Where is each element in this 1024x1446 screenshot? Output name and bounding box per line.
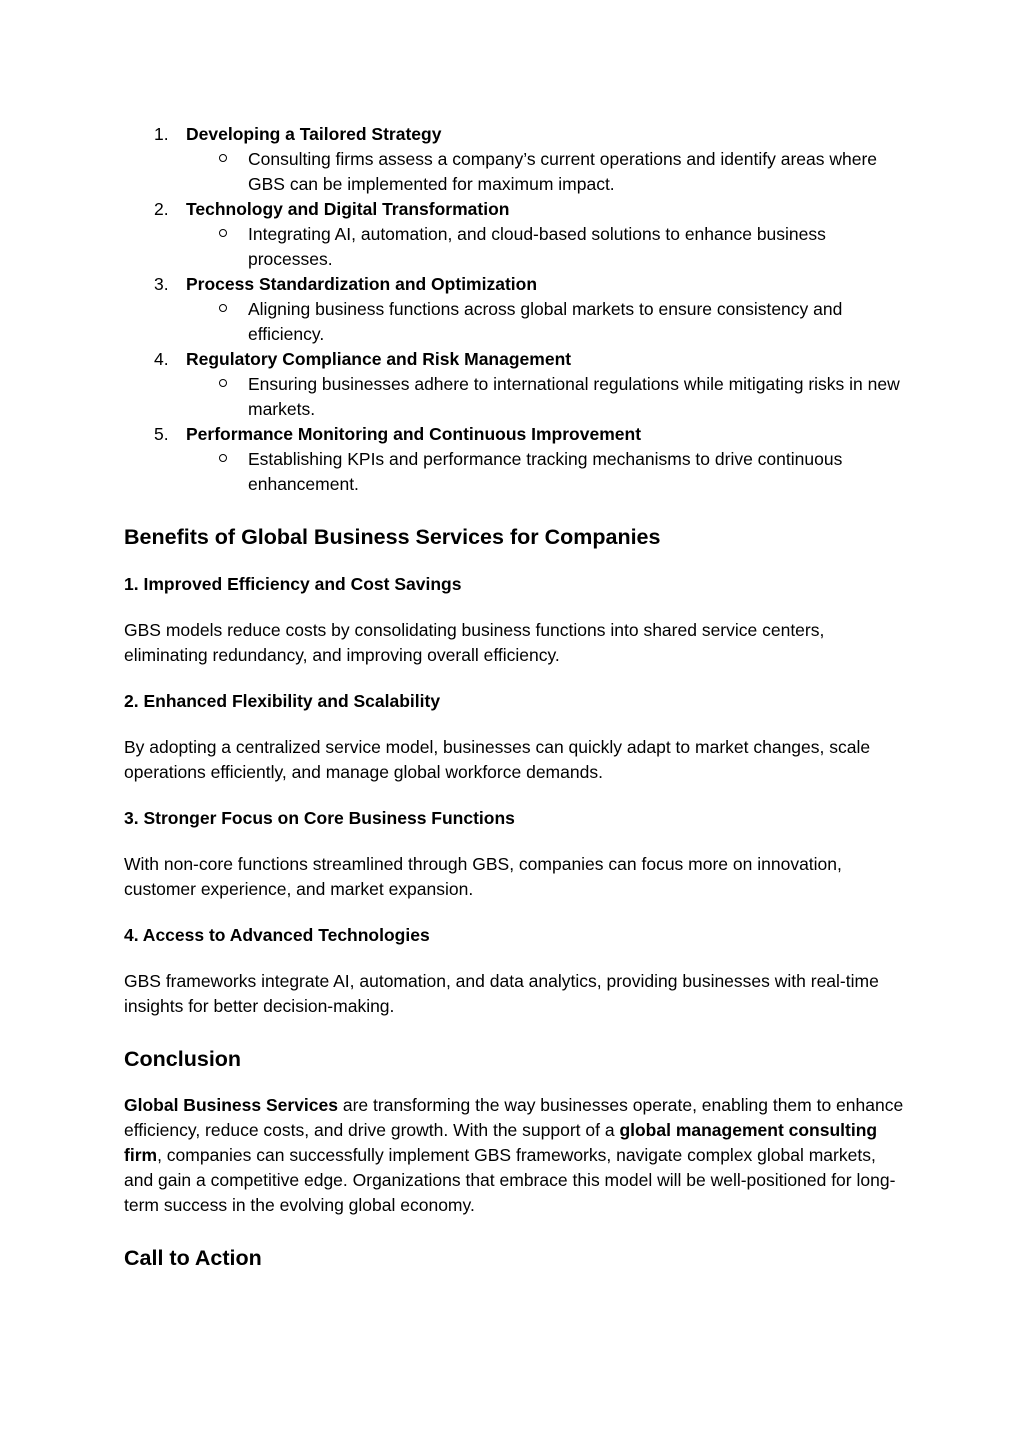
benefit-4-heading: 4. Access to Advanced Technologies xyxy=(124,925,430,945)
sub-list-item-text: Integrating AI, automation, and cloud-based solutions to enhance business processes. xyxy=(248,224,826,269)
benefit-3-text: With non-core functions streamlined through GBS, companies can focus more on innovation, customer experience, and market expansion. xyxy=(124,854,842,899)
circle-bullet-icon xyxy=(219,304,227,312)
conclusion-text-1: are transforming the way businesses operate, enabling them to enhance efficiency, reduce costs, and drive growth. With the support of a xyxy=(124,1095,904,1140)
list-item-title: Performance Monitoring and Continuous Improvement xyxy=(186,424,642,444)
list-number: 3. xyxy=(154,274,169,294)
benefit-4-text: GBS frameworks integrate AI, automation, and data analytics, providing businesses with real-time insights for better decision-making. xyxy=(124,971,879,1016)
benefit-1-text: GBS models reduce costs by consolidating business functions into shared service centers, eliminating redundancy, and improving overall efficiency. xyxy=(124,620,825,665)
sub-list-item-text: Aligning business functions across global markets to ensure consistency and efficiency. xyxy=(248,299,843,344)
benefit-1-heading: 1. Improved Efficiency and Cost Savings xyxy=(124,574,462,594)
list-number: 4. xyxy=(154,349,169,369)
list-item xyxy=(124,272,904,347)
sub-list-item-text: Consulting firms assess a company’s current operations and identify areas where GBS can be implemented for maximum impact. xyxy=(248,149,878,194)
benefits-heading: Benefits of Global Business Services for Companies xyxy=(124,525,661,549)
sub-list-item xyxy=(186,147,904,197)
circle-bullet-icon xyxy=(219,229,227,237)
conclusion-paragraph xyxy=(124,1093,904,1218)
sub-list xyxy=(186,297,904,347)
list-item-title: Regulatory Compliance and Risk Management xyxy=(186,349,572,369)
gbs-steps-list xyxy=(124,122,904,497)
circle-bullet-icon xyxy=(219,379,227,387)
sub-list xyxy=(186,222,904,272)
sub-list-item-text: Ensuring businesses adhere to international regulations while mitigating risks in new markets. xyxy=(248,374,900,419)
benefit-2-heading: 2. Enhanced Flexibility and Scalability xyxy=(124,691,441,711)
list-item xyxy=(124,422,904,497)
sub-list xyxy=(186,147,904,197)
list-item-title: Developing a Tailored Strategy xyxy=(186,124,442,144)
list-number: 5. xyxy=(154,424,169,444)
conclusion-bold-consulting-firm: global management consulting firm xyxy=(124,1120,878,1165)
sub-list-item xyxy=(186,372,904,422)
sub-list-item xyxy=(186,297,904,347)
call-to-action-heading: Call to Action xyxy=(124,1246,262,1270)
sub-list-item xyxy=(186,222,904,272)
list-item xyxy=(124,347,904,422)
list-number: 2. xyxy=(154,199,169,219)
list-item-title: Process Standardization and Optimization xyxy=(186,274,538,294)
circle-bullet-icon xyxy=(219,454,227,462)
conclusion-bold-gbs: Global Business Services xyxy=(124,1095,338,1115)
document-content xyxy=(124,122,904,1272)
sub-list xyxy=(186,447,904,497)
list-item xyxy=(124,122,904,197)
benefit-3-heading: 3. Stronger Focus on Core Business Functions xyxy=(124,808,515,828)
conclusion-text-2: , companies can successfully implement GBS frameworks, navigate complex global markets, and gain a competitive edge. Organizations that embrace this model will be well-positioned for long-term success in the evolving global economy. xyxy=(124,1145,896,1215)
circle-bullet-icon xyxy=(219,154,227,162)
sub-list-item xyxy=(186,447,904,497)
list-item xyxy=(124,197,904,272)
conclusion-heading: Conclusion xyxy=(124,1047,242,1071)
benefit-2-text: By adopting a centralized service model, businesses can quickly adapt to market changes, scale operations efficiently, and manage global workforce demands. xyxy=(124,737,871,782)
sub-list-item-text: Establishing KPIs and performance tracking mechanisms to drive continuous enhancement. xyxy=(248,449,843,494)
list-number: 1. xyxy=(154,124,169,144)
list-item-title: Technology and Digital Transformation xyxy=(186,199,510,219)
sub-list xyxy=(186,372,904,422)
